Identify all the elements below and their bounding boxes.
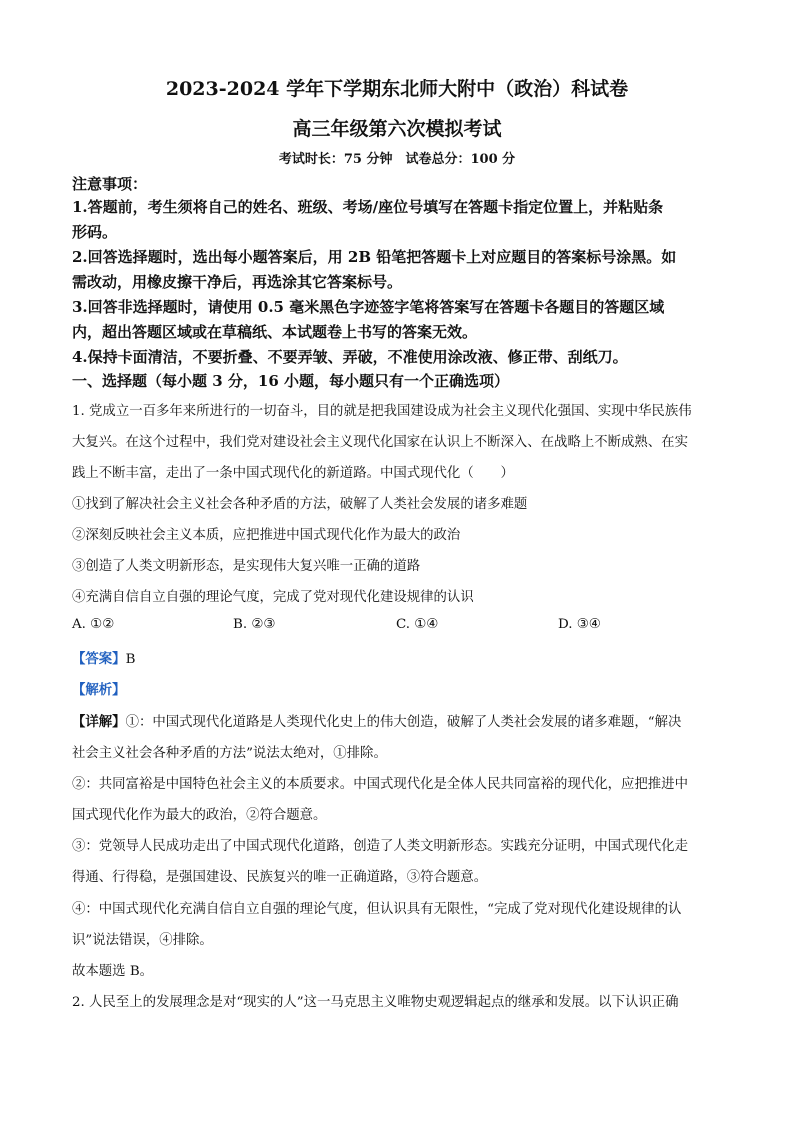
detail-2: ②：共同富裕是中国特色社会主义的本质要求。中国式现代化是全体人民共同富裕的现代化，应把推进中: [72, 777, 688, 792]
notice-item-3: 3.回答非选择题时，请使用 0.5 毫米黑色字迹签字笔将答案写在答题卡各题目的答题区域: [72, 298, 665, 316]
notice-item-1-cont: 形码。: [72, 223, 118, 241]
notice-item-3-cont: 内，超出答题区域或在草稿纸、本试题卷上书写的答案无效。: [72, 323, 478, 341]
question-1-stem-end: 践上不断丰富，走出了一条中国式现代化的新道路。中国式现代化（ ）: [72, 466, 514, 481]
option-a: A. ①②: [72, 617, 115, 632]
page-subtitle: 高三年级第六次模拟考试: [292, 118, 502, 140]
analysis-line: [72, 679, 126, 698]
statement-1: ①找到了解决社会主义社会各种矛盾的方法，破解了人类社会发展的诸多难题: [72, 497, 528, 512]
section-heading: 一、选择题（每小题 3 分，16 小题，每小题只有一个正确选项）: [72, 372, 509, 390]
notice-item-1: 1.答题前，考生须将自己的姓名、班级、考场/座位号填写在答题卡指定位置上，并粘贴条: [72, 198, 664, 216]
exam-meta: 考试时长：75 分钟 试卷总分：100 分: [278, 152, 516, 167]
answer-value: B: [125, 652, 136, 667]
option-d: D. ③④: [558, 617, 601, 632]
detail-3-cont: 得通、行得稳，是强国建设、民族复兴的唯一正确道路，③符合题意。: [72, 870, 488, 885]
statement-2: ②深刻反映社会主义本质，应把推进中国式现代化作为最大的政治: [72, 528, 461, 543]
detail-4: ④：中国式现代化充满自信自立自强的理论气度，但认识具有无限性，“完成了党对现代化建设规律的认: [72, 902, 682, 917]
answer-line: [72, 648, 135, 667]
question-2-stem: 2. 人民至上的发展理念是对“现实的人”这一马克思主义唯物史观逻辑起点的继承和发展。以下认识正确: [72, 995, 679, 1010]
notice-item-4: 4.保持卡面清洁，不要折叠、不要弄皱、弄破，不准使用涂改液、修正带、刮纸刀。: [72, 348, 628, 366]
detail-2-cont: 国式现代化作为最大的政治，②符合题意。: [72, 808, 327, 823]
detail-tag: 【详解】: [72, 714, 126, 730]
conclusion: 故本题选 B。: [72, 964, 154, 979]
option-c: C. ①④: [396, 617, 439, 632]
statement-4: ④充满自信自立自强的理论气度，完成了党对现代化建设规律的认识: [72, 590, 474, 605]
analysis-tag: 【解析】: [72, 682, 126, 698]
detail-4-cont: 识”说法错误，④排除。: [72, 933, 213, 948]
option-b: B. ②③: [233, 617, 276, 632]
notice-item-2: 2.回答选择题时，选出每小题答案后，用 2B 铅笔把答题卡上对应题目的答案标号涂黑。如: [72, 248, 677, 266]
detail-3: ③：党领导人民成功走出了中国式现代化道路，创造了人类文明新形态。实践充分证明，中国式现代化走: [72, 839, 688, 854]
page-title: 2023-2024 学年下学期东北师大附中（政治）科试卷: [165, 78, 629, 100]
notice-item-2-cont: 需改动，用橡皮擦干净后，再选涂其它答案标号。: [72, 273, 403, 291]
detail-1: [72, 711, 681, 730]
statement-3: ③创造了人类文明新形态，是实现伟大复兴唯一正确的道路: [72, 559, 421, 574]
answer-tag: 【答案】: [72, 651, 126, 667]
detail-1-text: ①：中国式现代化道路是人类现代化史上的伟大创造，破解了人类社会发展的诸多难题，“解决: [125, 715, 682, 730]
detail-1-cont: 社会主义社会各种矛盾的方法”说法太绝对，①排除。: [72, 746, 387, 761]
question-1-stem: 1. 党成立一百多年来所进行的一切奋斗，目的就是把我国建设成为社会主义现代化强国、实现中华民族伟: [72, 404, 692, 419]
notice-heading: 注意事项：: [72, 175, 148, 193]
question-1-stem-cont: 大复兴。在这个过程中，我们党对建设社会主义现代化国家在认识上不断深入、在战略上不断成熟、在实: [72, 435, 688, 450]
